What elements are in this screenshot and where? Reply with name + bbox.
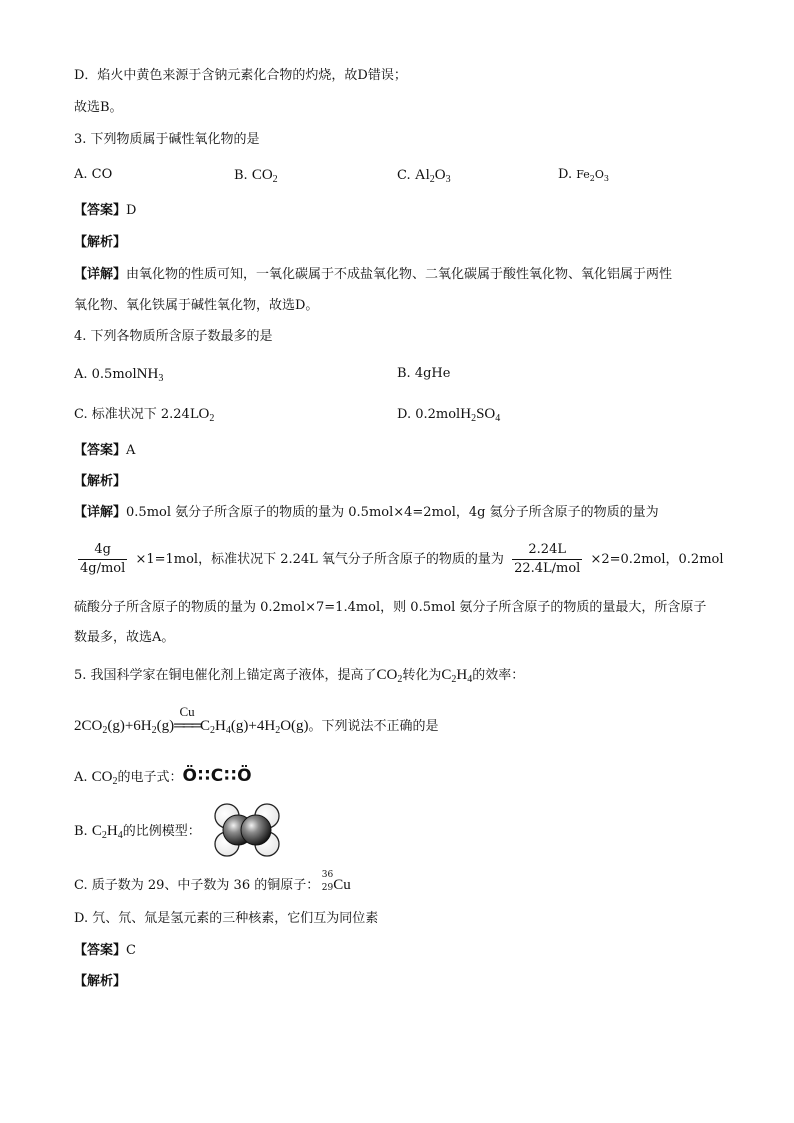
co2-lewis-structure: Ö∷C∷Ö	[182, 766, 253, 786]
q4-option-c: C. 标准状况下 $2.24LO_2$	[74, 406, 215, 424]
q5-option-a: A. $CO_2$的电子式：Ö∷C∷Ö	[74, 766, 253, 787]
q3-detail-line-1: 【详解】由氧化物的性质可知，一氧化碳属于不成盐氧化物、二氧化碳属于酸性氧化物、氧化铝属于两性	[74, 267, 673, 282]
q3-option-a: A. CO	[74, 167, 113, 182]
q5-stem: 5. 我国科学家在铜电催化剂上锚定离子液体，提高了$CO_2$转化为$C_2H_4$的效率：	[74, 667, 525, 685]
q4-detail-line-3: 硫酸分子所含原子的物质的量为 0.2mol×7=1.4mol，则 0.5mol 氨分子所含原子的物质的量最大，所含原子	[74, 600, 707, 615]
ethylene-space-filling-model	[212, 802, 282, 858]
q3-answer: 【答案】D	[74, 203, 137, 218]
q4-option-a: A. 0.5molNH$_3$	[74, 366, 164, 384]
q4-detail-line-2: $\frac{4g}{\text{4g/mol}}$ ×1=1mol，标准状况下 2.24L 氧气分子所含原子的物质的量为 $\frac{2.24L}{\text{22.4L/mol}}$ ×2=0.2mol，0.2mol	[80, 542, 724, 576]
formula-co2: $CO_2$	[251, 167, 278, 185]
formula-o2: $O_2$	[198, 406, 215, 424]
q3-analysis-tag: 【解析】	[74, 235, 127, 250]
q3-option-b: B. $CO_2$	[234, 167, 278, 185]
q4-answer: 【答案】A	[74, 443, 136, 458]
reaction-equation: $2CO_2(g)+6H_2(g)$ Cu $═══C_2H_4(g)+4H_2O(g)$	[74, 704, 309, 736]
q3-stem: 3. 下列物质属于碱性氧化物的是	[74, 132, 260, 147]
fraction-o2: $\frac{2.24L}{\text{22.4L/mol}}$	[514, 542, 581, 576]
q5-option-c: C. 质子数为 29、中子数为 36 的铜原子： 36 29 Cu	[74, 870, 351, 893]
q5-analysis-tag: 【解析】	[74, 974, 127, 989]
q4-detail-line-4: 数最多，故选A。	[74, 630, 175, 645]
q3-option-c: C. $Al_2O_3$	[397, 167, 451, 185]
q2-conclusion: 故选B。	[74, 100, 123, 115]
formula-al2o3: $Al_2O_3$	[414, 167, 451, 185]
q4-analysis-tag: 【解析】	[74, 474, 127, 489]
q3-detail-line-2: 氧化物、氧化铁属于碱性氧化物，故选D。	[74, 298, 319, 313]
formula-nh3: $NH_3$	[136, 366, 164, 384]
q4-detail-line-1: 【详解】0.5mol 氨分子所含原子的物质的量为 0.5mol×4=2mol，4g 氦分子所含原子的物质的量为	[74, 505, 659, 520]
q4-stem: 4. 下列各物质所含原子数最多的是	[74, 329, 273, 344]
formula-h2so4: $H_2SO_4$	[460, 406, 501, 424]
q4-option-d: D. $0.2molH_2SO_4$	[397, 406, 501, 424]
q3-option-d: D. $Fe_2O_3$	[558, 167, 609, 183]
fraction-he: $\frac{4g}{\text{4g/mol}}$	[80, 542, 126, 576]
isotope-notation: 36 29	[321, 870, 334, 893]
q2-option-d-explanation: D．焰火中黄色来源于含钠元素化合物的灼烧，故D错误；	[74, 68, 407, 83]
q5-equation: $2CO_2(g)+6H_2(g)$ Cu $═══C_2H_4(g)+4H_2O(g)$。下列说法不正确的是	[74, 704, 439, 736]
q5-option-b: B. $C_2H_4$的比例模型：	[74, 823, 201, 841]
q4-option-b: B. 4gHe	[397, 366, 451, 381]
carbon-atom	[241, 815, 271, 845]
formula-fe2o3: $Fe_2O_3$	[576, 168, 609, 183]
q5-answer: 【答案】C	[74, 943, 136, 958]
q5-option-d: D. 氕、氘、氚是氢元素的三种核素，它们互为同位素	[74, 911, 379, 926]
